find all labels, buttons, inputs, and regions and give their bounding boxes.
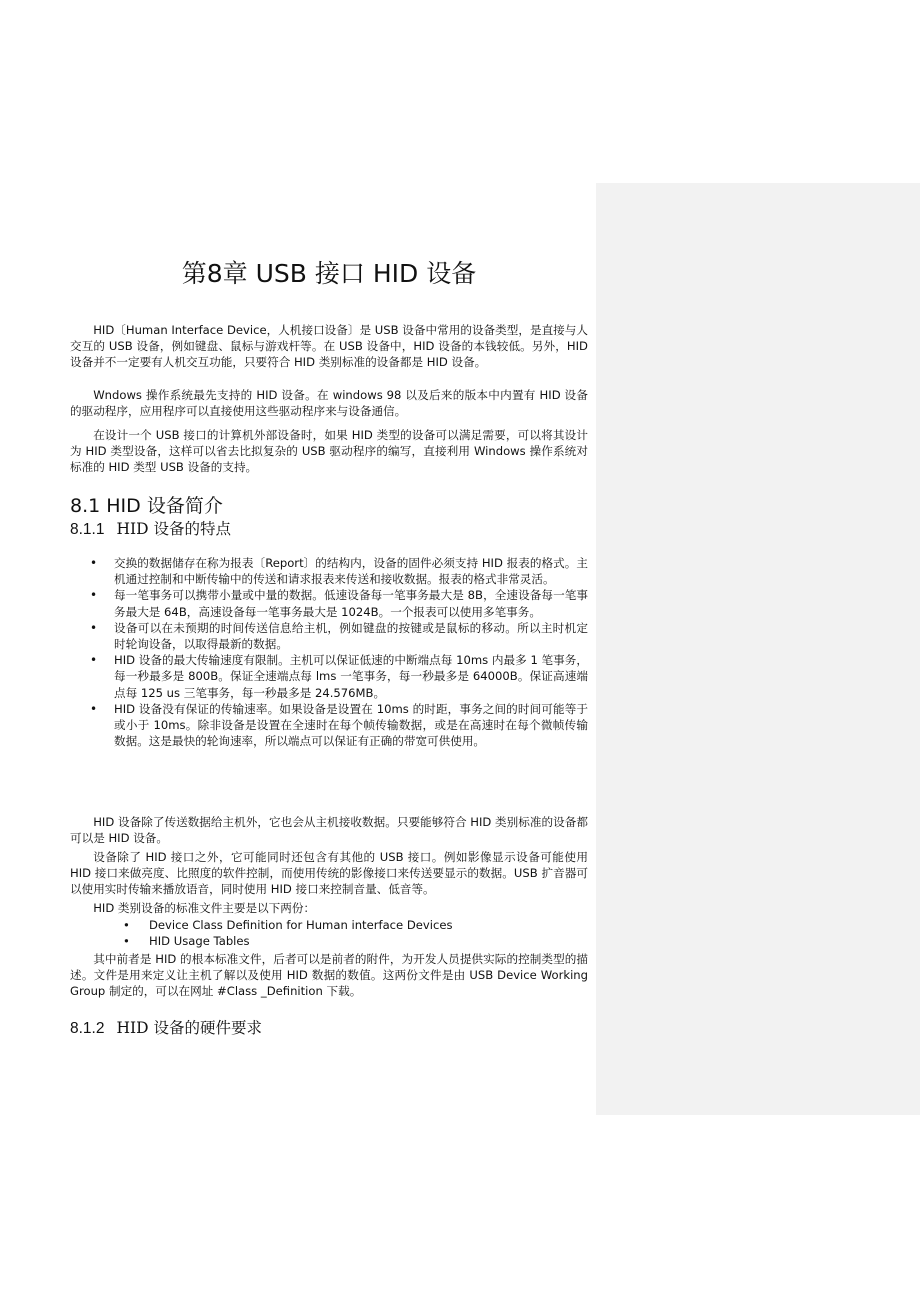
comment-pane bbox=[596, 183, 920, 1115]
feature-list bbox=[70, 555, 588, 749]
bullet-icon: • bbox=[123, 918, 130, 932]
list-item: • 每一笔事务可以携带小量或中量的数据。低速设备每一笔事务最大是 8B，全速设备每一笔事务最大是 64B，高速设备每一笔事务最大是 1024B。一个报表可以使用多笔事务。 bbox=[90, 588, 588, 619]
standard-docs-list bbox=[70, 917, 588, 949]
section-title: HID 设备的特点 bbox=[116, 520, 231, 538]
bullet-icon: • bbox=[90, 556, 98, 570]
intro-paragraph-1: HID〔Human Interface Device，人机接口设备〕是 USB 设备中常用的设备类型，是直接与人交互的 USB 设备，例如键盘、鼠标与游戏杆等。在 USB 设备中，HID 设备的本钱较低。另外，HID 设备并不一定要有人机交互功能，只要符合 HID 类别标准的设备都是 HID 设备。 bbox=[70, 323, 588, 370]
section-number: 8.1.2 bbox=[70, 1020, 105, 1037]
list-item: • 交换的数据储存在称为报表〔Report〕的结构内，设备的固件必须支持 HID 报表的格式。主机通过控制和中断传输中的传送和请求报表来传送和接收数据。报表的格式非常灵活。 bbox=[90, 556, 588, 587]
list-item: • Device Class Definition for Human interface Devices bbox=[123, 918, 453, 932]
section-heading-8-1: 8.1 HID 设备简介 bbox=[70, 495, 223, 517]
list-item: • 设备可以在未预期的时间传送信息给主机，例如键盘的按键或是鼠标的移动。所以主时机定时轮询设备，以取得最新的数据。 bbox=[90, 620, 588, 652]
bullet-icon: • bbox=[123, 934, 130, 949]
section-title: HID 设备的硬件要求 bbox=[116, 1019, 262, 1037]
intro-paragraph-3: 在设计一个 USB 接口的计算机外部设备时，如果 HID 类型的设备可以满足需要，可以将其设计为 HID 类型设备，这样可以省去比拟复杂的 USB 驱动程序的编写，直接利用 Windows 操作系统对标准的 HID 类型 USB 设备的支持。 bbox=[70, 428, 588, 475]
bullet-icon: • bbox=[90, 620, 98, 635]
list-item: • HID 设备的最大传输速度有限制。主机可以保证低速的中断端点每 10ms 内最多 1 笔事务，每一秒最多是 800B。保证全速端点每 lms 一笔事务，每一秒最多是 64000B。保证高速端点每 125 us 三笔事务，每一秒最多是 24.576MB。 bbox=[90, 653, 588, 700]
bullet-icon: • bbox=[90, 588, 98, 603]
section-heading-8-1-2 bbox=[70, 1017, 262, 1040]
paragraph-standard-docs-intro: HID 类别设备的标准文件主要是以下两份： bbox=[93, 901, 316, 915]
section-number: 8.1.1 bbox=[70, 521, 105, 538]
intro-paragraph-2: Wndows 操作系统最先支持的 HID 设备。在 windows 98 以及后来的版本中内置有 HID 设备的驱动程序，应用程序可以直接使用这些驱动程序来与设备通信。 bbox=[70, 388, 588, 419]
section-heading-8-1-1 bbox=[70, 518, 231, 541]
bullet-icon: • bbox=[90, 653, 98, 668]
paragraph-hid-receive: HID 设备除了传送数据给主机外，它也会从主机接收数据。只要能够符合 HID 类别标准的设备都可以是 HID 设备。 bbox=[70, 815, 588, 846]
paragraph-closing: 其中前者是 HID 的根本标准文件，后者可以是前者的附件，为开发人员提供实际的控制类型的描述。文件是用来定义让主机了解以及使用 HID 数据的数值。这两份文件是由 USB Device Working Group 制定的，可以在网址 #Class _Definition 下载。 bbox=[70, 952, 588, 999]
paragraph-other-interfaces: 设备除了 HID 接口之外，它可能同时还包含有其他的 USB 接口。例如影像显示设备可能使用 HID 接口来做亮度、比照度的软件控制，而使用传统的影像接口来传送要显示的数据。USB 扩音器可以使用实时传输来播放语音，同时使用 HID 接口来控制音量、低音等。 bbox=[70, 850, 588, 897]
list-item: • HID Usage Tables bbox=[123, 934, 250, 949]
bullet-icon: • bbox=[90, 701, 98, 716]
list-item: • HID 设备没有保证的传输速率。如果设备是设置在 10ms 的时距，事务之间的时间可能等于或小于 10ms。除非设备是设置在全速时在每个帧传输数据，或是在高速时在每个微帧传输数据。这是最快的轮询速率，所以端点可以保证有正确的带宽可供使用。 bbox=[90, 701, 588, 749]
chapter-title: 第8章 USB 接口 HID 设备 bbox=[181, 259, 477, 288]
